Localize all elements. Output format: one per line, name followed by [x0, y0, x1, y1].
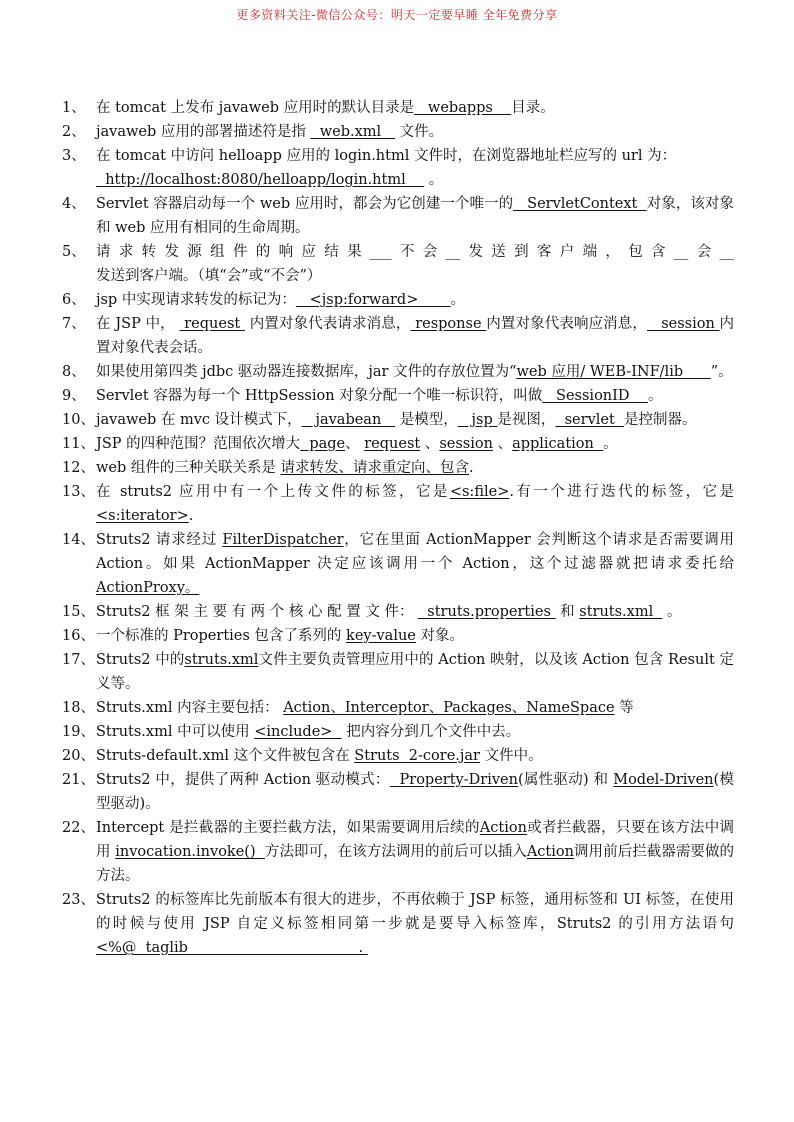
question-text [96, 288, 734, 312]
question-text-part: 、 [345, 436, 365, 452]
question-text-part: 发送到客户端，包含 [460, 244, 674, 260]
question-number: 4、 [62, 196, 86, 212]
question-text [96, 312, 734, 360]
question-text-part: 方法即可，在该方法调用的前后可以插入 [264, 844, 527, 860]
answer-blank: javabean [301, 412, 396, 428]
question-text-part: 。 [647, 388, 663, 404]
question-text-part: javaweb 应用的部署描述符是指 [96, 124, 311, 140]
question-number: 23、 [62, 892, 95, 908]
question-item [62, 312, 734, 360]
question-number: 7、 [62, 316, 86, 332]
question-number: 6、 [62, 292, 86, 308]
question-text-part: 发送到客户端。（填“会”或“不会”） [96, 268, 322, 284]
question-item [62, 528, 734, 600]
question-text-part: Struts2 的标签库比先前版本有很大的进步，不再依赖于 JSP 标签，通用标签和 UI 标签，在使用的时候与使用 JSP 自定义标签相同第一步就是要导入标签库，Struts2 的引用方法语句 [96, 892, 734, 932]
question-text [96, 384, 734, 408]
question-text-part: 。 [662, 604, 682, 620]
question-item [62, 240, 734, 288]
question-text-part: ___ [369, 244, 392, 260]
question-number: 17、 [62, 652, 95, 668]
answer-blank: session [647, 316, 720, 332]
question-text-part: 目录。 [511, 100, 555, 116]
answer-blank: <s:file> [449, 484, 510, 500]
question-text [96, 408, 734, 432]
question-text-part: web 组件的三种关联关系是 [96, 460, 281, 476]
question-text-part: 在 tomcat 上发布 javaweb 应用时的默认目录是 [96, 100, 415, 116]
question-text [96, 144, 734, 192]
answer-blank: page [300, 436, 346, 452]
question-number: 5、 [62, 244, 86, 260]
answer-blank: key-value [346, 628, 416, 644]
answer-blank: SessionID [542, 388, 648, 404]
question-item [62, 600, 734, 624]
question-item [62, 96, 734, 120]
question-number: 21、 [62, 772, 95, 788]
question-text-part: ”。 [710, 364, 733, 380]
question-number: 15、 [62, 604, 95, 620]
question-text-part: 。 [603, 436, 618, 452]
question-text-part: 把内容分到几个文件中去。 [341, 724, 521, 740]
question-text [96, 600, 734, 624]
question-number: 13、 [62, 484, 95, 500]
question-number: 11、 [62, 436, 95, 452]
question-number: 3、 [62, 148, 86, 164]
question-text-part: (属性驱动) 和 [517, 772, 614, 788]
answer-blank: Action [479, 820, 527, 836]
question-text-part: 文件中。 [479, 748, 543, 764]
question-number: 1、 [62, 100, 86, 116]
question-text-part: ，它在里面 ActionMapper 会判断这个请求是否需要调用 Action。如果 ActionMapper 决定应该调用一个 Action，这个过滤器就把请求委托给 [96, 532, 734, 572]
question-text-part: JSP 的四种范围？范围依次增大 [96, 436, 301, 452]
question-text [96, 624, 734, 648]
question-text-part: 文件。 [394, 124, 444, 140]
answer-blank: <%@ taglib . [96, 940, 368, 956]
question-text-part: 。 [424, 172, 444, 188]
question-text [96, 120, 734, 144]
question-text-part: __ [719, 244, 735, 260]
question-text [96, 240, 734, 288]
question-item [62, 432, 734, 456]
answer-blank: <s:iterator> [96, 508, 189, 524]
answer-blank: struts.xml [184, 652, 259, 668]
question-text-part: Struts-default.xml 这个文件被包含在 [96, 748, 355, 764]
question-number: 22、 [62, 820, 95, 836]
question-item [62, 144, 734, 192]
question-item [62, 480, 734, 528]
answer-blank: request [179, 316, 245, 332]
question-text-part: 、 [492, 436, 513, 452]
header-banner: 更多资料关注-微信公众号：明天一定要早睡 全年免费分享 [236, 8, 558, 22]
question-text-part: 对象，该对象和 web 应用有相同的生命周期。 [96, 196, 734, 236]
question-item [62, 192, 734, 240]
question-item [62, 720, 734, 744]
question-number: 10、 [62, 412, 95, 428]
question-text-part: Struts.xml 中可以使用 [96, 724, 255, 740]
question-text-part: 内置对象代表请求消息， [244, 316, 411, 332]
answer-blank: servlet [555, 412, 625, 428]
question-item [62, 648, 734, 696]
answer-blank: web.xml [310, 124, 395, 140]
question-text [96, 360, 734, 384]
question-text-part: 。 [450, 292, 466, 308]
answer-blank: Action、Interceptor、Packages、NameSpace [283, 700, 615, 716]
question-text-part: 内置对象代表响应消息， [486, 316, 648, 332]
answer-blank: ServletContext [513, 196, 647, 212]
question-list [62, 96, 734, 960]
question-item [62, 696, 734, 720]
question-text [96, 432, 734, 456]
question-text [96, 456, 734, 480]
question-text [96, 768, 734, 816]
question-text-part: . [188, 508, 194, 524]
answer-blank: <include> [254, 724, 342, 740]
question-item [62, 408, 734, 432]
question-text [96, 96, 734, 120]
question-text [96, 648, 734, 696]
answer-blank: ActionProxy。 [96, 580, 200, 596]
question-text-part: Struts2 中的 [96, 652, 185, 668]
question-text-part: Servlet 容器为每一个 HttpSession 对象分配一个唯一标识符，叫做 [96, 388, 543, 404]
question-text-part: 如果使用第四类 jdbc 驱动器连接数据库，jar 文件的存放位置为“ [96, 364, 517, 380]
question-number: 20、 [62, 748, 95, 764]
question-text-part: 文件主要负责管理应用中的 Action 映射，以及该 Action 包含 Result 定义等。 [96, 652, 734, 692]
question-text [96, 720, 734, 744]
question-text-part: Struts2 中，提供了两种 Action 驱动模式： [96, 772, 390, 788]
answer-blank: webapps [414, 100, 512, 116]
answer-blank: jsp [457, 412, 498, 428]
answer-blank: request [364, 436, 421, 452]
answer-blank: <jsp:forward> [295, 292, 451, 308]
question-text-part: __ [445, 244, 461, 260]
answer-blank: FilterDispatcher [222, 532, 344, 548]
answer-blank: Property-Driven [389, 772, 518, 788]
question-text-part: (模型驱动)。 [96, 772, 734, 812]
question-text-part: 在 struts2 应用中有一个上传文件的标签，它是 [96, 484, 450, 500]
answer-blank: struts.properties [418, 604, 556, 620]
answer-blank: Action [526, 844, 574, 860]
question-text-part: 一个标准的 Properties 包含了系列的 [96, 628, 347, 644]
question-text [96, 696, 734, 720]
question-item [62, 120, 734, 144]
answer-blank: struts.xml [579, 604, 663, 620]
question-text-part: 和 [555, 604, 580, 620]
question-text-part: 会 [688, 244, 720, 260]
question-item [62, 888, 734, 960]
question-item [62, 360, 734, 384]
question-text [96, 528, 734, 600]
question-number: 18、 [62, 700, 95, 716]
question-text-part: __ [673, 244, 689, 260]
question-text [96, 192, 734, 240]
question-number: 9、 [62, 388, 86, 404]
question-number: 12、 [62, 460, 95, 476]
answer-blank: session [439, 436, 493, 452]
question-text-part: jsp 中实现请求转发的标记为： [96, 292, 296, 308]
question-number: 16、 [62, 628, 95, 644]
question-item [62, 456, 734, 480]
question-text-part: 、 [420, 436, 440, 452]
question-text [96, 888, 734, 960]
question-text-part: 等 [614, 700, 634, 716]
question-text-part: 在 JSP 中， [96, 316, 180, 332]
question-number: 8、 [62, 364, 86, 380]
answer-blank: Struts 2-core.jar [354, 748, 480, 764]
answer-blank: response [410, 316, 487, 332]
question-item [62, 624, 734, 648]
question-text-part: 或者拦截器，只要在该方法中调用 [96, 820, 735, 860]
question-text-part: 请求转发源组件的响应结果 [96, 244, 370, 260]
question-text-part: Intercept 是拦截器的主要拦截方法，如果需要调用后续的 [96, 820, 480, 836]
question-text-part: . [469, 460, 474, 476]
question-text-part: 调用前后拦截器需要做的方法。 [96, 844, 735, 884]
answer-blank: invocation.invoke() [115, 844, 265, 860]
question-item [62, 744, 734, 768]
answer-blank: web 应用/ WEB-INF/lib [516, 364, 711, 380]
question-item [62, 288, 734, 312]
answer-blank: Model-Driven [613, 772, 714, 788]
question-text-part: 在 tomcat 中访问 helloapp 应用的 login.html 文件时，在浏览器地址栏应写的 url 为： [96, 148, 677, 164]
answer-blank: http://localhost:8080/helloapp/login.html [96, 172, 425, 188]
question-text-part: 是模型， [395, 412, 458, 428]
question-text-part: 是视图， [497, 412, 556, 428]
question-number: 19、 [62, 724, 95, 740]
question-text-part: Struts.xml 内容主要包括： [96, 700, 284, 716]
question-text-part: javaweb 在 mvc 设计模式下， [96, 412, 302, 428]
question-text-part: Struts2 请求经过 [96, 532, 223, 548]
question-text [96, 480, 734, 528]
question-item [62, 384, 734, 408]
question-number: 14、 [62, 532, 95, 548]
question-text [96, 816, 734, 888]
answer-blank: 请求转发、请求重定向、包含 [280, 460, 469, 476]
question-text-part: Servlet 容器启动每一个 web 应用时，都会为它创建一个唯一的 [96, 196, 514, 212]
question-text-part: 对象。 [415, 628, 464, 644]
question-text-part: 是控制器。 [624, 412, 697, 428]
question-text-part: 内置对象代表会话。 [96, 316, 735, 356]
question-text-part: .有一个进行迭代的标签，它是 [509, 484, 735, 500]
question-text [96, 744, 734, 768]
question-text-part: 不会 [391, 244, 446, 260]
answer-blank: application [512, 436, 604, 452]
question-item [62, 768, 734, 816]
question-item [62, 816, 734, 888]
question-number: 2、 [62, 124, 86, 140]
question-text-part: Struts2 框 架 主 要 有 两 个 核 心 配 置 文 件： [96, 604, 419, 620]
